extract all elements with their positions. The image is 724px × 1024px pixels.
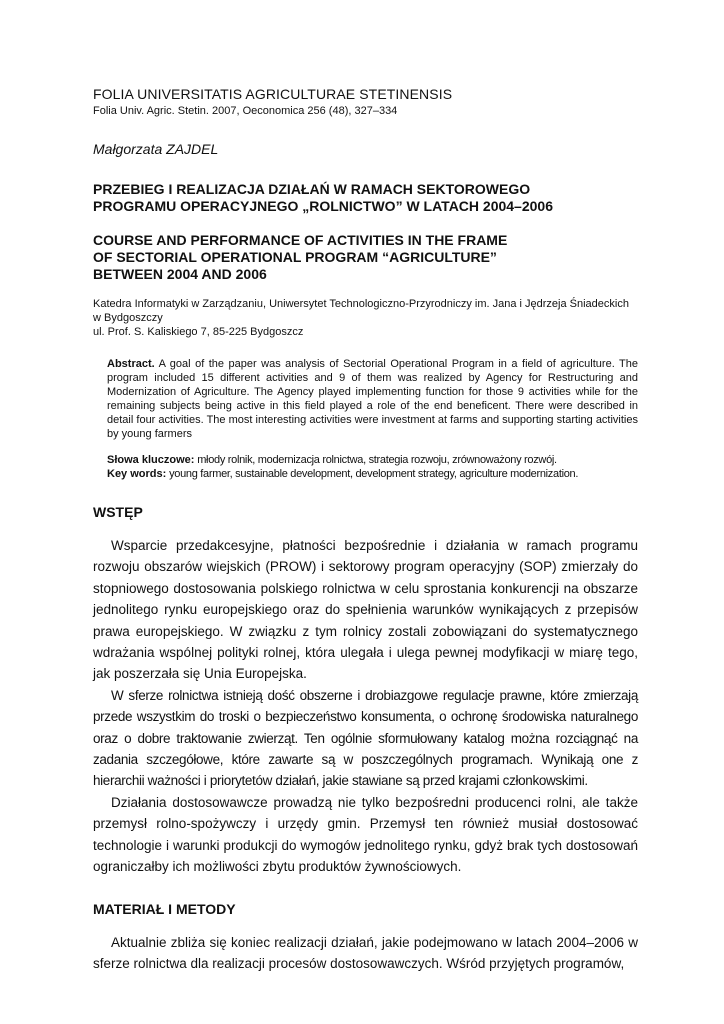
title-english	[93, 232, 638, 283]
abstract-text: A goal of the paper was analysis of Sectorial Operational Program in a field of agriculture. The program included 15 different activities and 9 of them was realized by Agency for Restructuring and Modernization of Agriculture. The Agency played implementing function for those 9 activities while for the remaining subjects being active in this field played a role of the end beneficent. There were described in detail four activities. The most interesting activities were investment at farms and supporting starting activities by young farmers	[107, 358, 638, 440]
keywords-polish-label: Słowa kluczowe:	[107, 454, 195, 466]
intro-paragraph-3: Działania dostosowawcze prowadzą nie tylko bezpośredni producenci rolni, ale także przemysł rolno-spożywczy i urzędy gmin. Przemysł ten również musiał dostosować technologie i warunki produkcji do wymogów jednolitego rynku, gdyż brak tych dostosowań ograniczałby ich możliwości zbytu produktów żywnościowych.	[93, 794, 638, 875]
title-polish	[93, 181, 638, 215]
keywords-english-label: Key words:	[107, 468, 167, 480]
methods-paragraph-1: Aktualnie zbliża się koniec realizacji działań, jakie podejmowano w latach 2004–2006 w sferze rolnictwa dla realizacji procesów dostosowawczych. Wśród przyjętych programów,	[93, 934, 638, 971]
section-heading-methods: MATERIAŁ I METODY	[93, 900, 236, 917]
affiliation	[93, 297, 638, 339]
keywords-english-text: young farmer, sustainable development, development strategy, agriculture modernization.	[169, 468, 579, 480]
title-polish-line: PRZEBIEG I REALIZACJA DZIAŁAŃ W RAMACH SEKTOROWEGO	[93, 181, 531, 197]
keywords-polish	[107, 453, 638, 467]
title-english-line: COURSE AND PERFORMANCE OF ACTIVITIES IN THE FRAME	[93, 232, 508, 248]
abstract	[107, 357, 638, 441]
keywords-polish-text: młody rolnik, modernizacja rolnictwa, strategia rozwoju, zrównoważony rozwój.	[197, 454, 557, 466]
affiliation-address: ul. Prof. S. Kaliskiego 7, 85-225 Bydgoszcz	[93, 326, 304, 338]
title-polish-line: PROGRAMU OPERACYJNEGO „ROLNICTWO” W LATACH 2004–2006	[93, 198, 553, 214]
intro-paragraph-2: W sferze rolnictwa istnieją dość obszerne i drobiazgowe regulacje prawne, które zmierzają przede wszystkim do troski o bezpieczeństwo konsumenta, o ochronę środowiska naturalnego oraz o dobre traktowanie zwierząt. Ten ogólnie sformułowany katalog można rozciągnąć na zadania szczegółowe, które zawarte są w poszczególnych programach. Wynikają one z hierarchii ważności i priorytetów działań, jakie stawiane są przed krajami członkowskimi.	[93, 687, 638, 789]
section-heading-intro: WSTĘP	[93, 504, 143, 520]
abstract-label: Abstract.	[107, 358, 155, 370]
affiliation-institution: Katedra Informatyki w Zarządzaniu, Uniwersytet Technologiczno-Przyrodniczy im. Jana i Jędrzeja Śniadeckich w Bydgoszczy	[93, 298, 629, 324]
title-english-line: OF SECTORIAL OPERATIONAL PROGRAM “AGRICULTURE”	[93, 249, 497, 265]
paper-page	[93, 86, 638, 974]
author-name: Małgorzata ZAJDEL	[93, 141, 219, 157]
journal-name: FOLIA UNIVERSITATIS AGRICULTURAE STETINENSIS	[93, 86, 453, 102]
keywords-english	[107, 467, 638, 481]
journal-citation: Folia Univ. Agric. Stetin. 2007, Oeconomica 256 (48), 327–334	[93, 105, 398, 117]
keywords-block	[107, 453, 638, 481]
title-english-line: BETWEEN 2004 AND 2006	[93, 266, 267, 282]
intro-paragraph-1: Wsparcie przedakcesyjne, płatności bezpośrednie i działania w ramach programu rozwoju obszarów wiejskich (PROW) i sektorowy program operacyjny (SOP) zmierzały do stopniowego dostosowania polskiego rolnictwa w celu sprostania konkurencji na obszarze jednolitego rynku europejskiego oraz do spełnienia warunków wynikających z przepisów prawa europejskiego. W związku z tym rolnicy zostali zobowiązani do systematycznego wdrażania wspólnej polityki rolnej, która ulegała i ulega pewnej modyfikacji w miarę tego, jak poszerzała się Unia Europejska.	[93, 538, 638, 682]
